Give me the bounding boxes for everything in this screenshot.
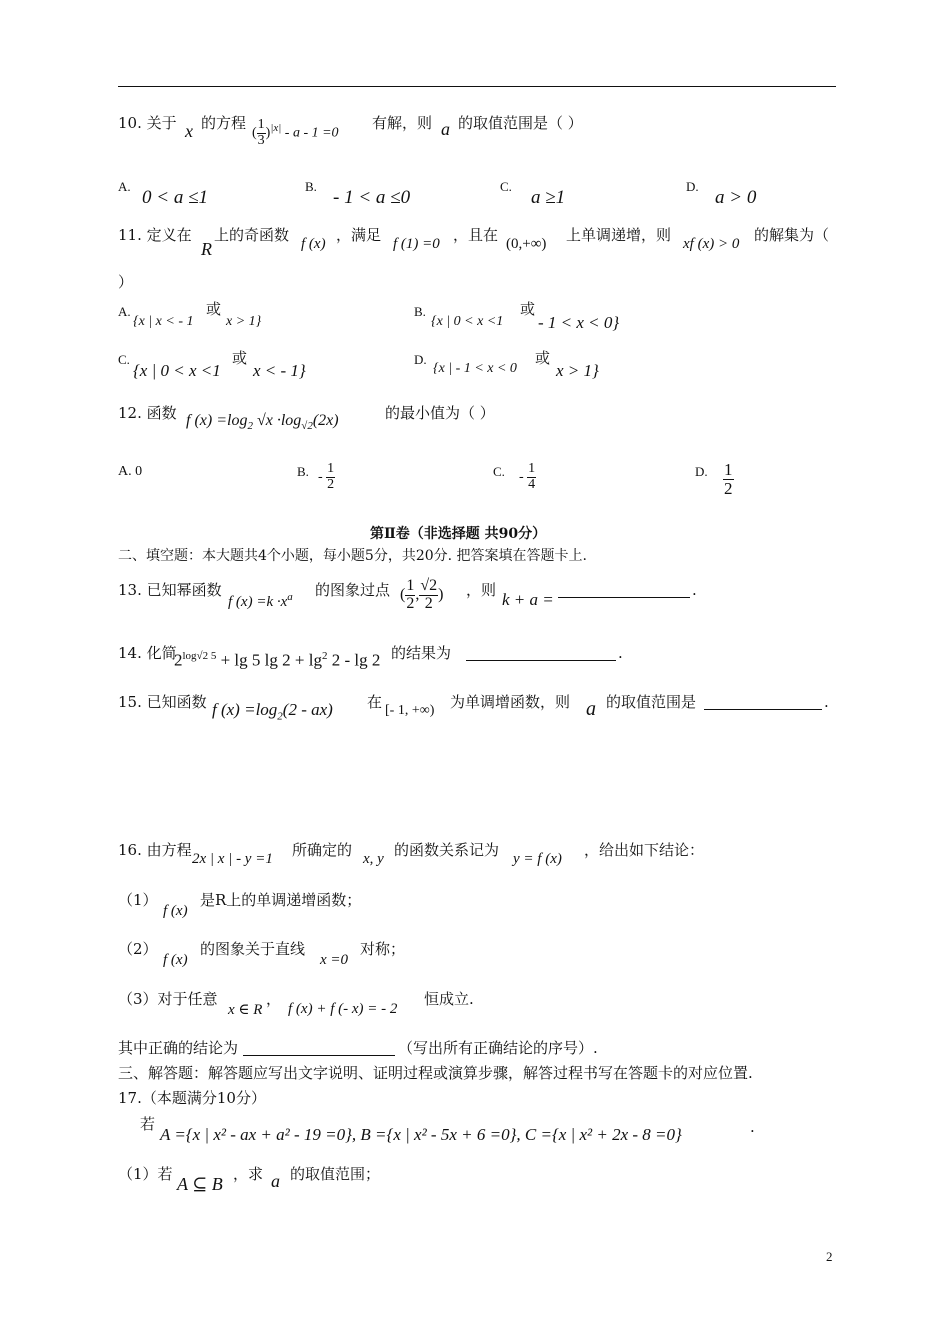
q11-opt-d-or: 或 bbox=[535, 349, 551, 367]
q15-answer-blank[interactable] bbox=[704, 695, 822, 710]
q15-prefix: 15. 已知函数 bbox=[118, 693, 207, 711]
q11-opt-c-p2: x < - 1} bbox=[253, 361, 306, 380]
q14-suffix: 的结果为 bbox=[391, 644, 452, 662]
q16-answer-blank[interactable] bbox=[243, 1041, 395, 1056]
q11-opt-a-p1: {x | x < - 1 bbox=[133, 314, 194, 329]
q11-opt-d-p2: x > 1} bbox=[556, 361, 599, 380]
q10-opt-b-label: B. bbox=[305, 179, 317, 194]
q10-opt-d-label: D. bbox=[686, 179, 699, 194]
q13-func: f $(x) =k \cdot x^a$ bbox=[228, 591, 293, 610]
q16-c3-comma: ， bbox=[266, 990, 282, 1008]
q15-var-a: a bbox=[586, 698, 596, 720]
q11-opt-b-p2: - 1 < x < 0} bbox=[538, 313, 620, 332]
q10-equation: ( $\frac{1}{3}$ )$^{|x|}$ - a - 1 =0 bbox=[252, 117, 339, 148]
q11-opt-c-or: 或 bbox=[232, 349, 248, 367]
q15-interval: [- 1, +∞) bbox=[385, 703, 435, 718]
q11-t6: ） bbox=[118, 273, 134, 291]
q15-suffix: 的取值范围是 bbox=[606, 693, 697, 711]
q14-answer-blank[interactable] bbox=[466, 646, 616, 661]
q16-t2: 的函数关系记为 bbox=[394, 841, 500, 859]
section-2-title: 第Ⅱ卷（非选择题 共90分） bbox=[370, 526, 547, 542]
q12-opt-a: A. 0 bbox=[118, 464, 143, 479]
q11-t3: ，且在 bbox=[453, 226, 499, 244]
q16-c3-x: x ∈ R bbox=[228, 1002, 263, 1018]
q13-point: ( $\frac{1}{2}$ , $\frac{√2}{2}$ ) bbox=[400, 577, 444, 612]
q11-opt-a-label: A. bbox=[118, 304, 131, 319]
q17-p1-text: 的取值范围； bbox=[290, 1165, 381, 1183]
q11-f1: f (1) =0 bbox=[393, 236, 440, 252]
q16-c2-label: （2） bbox=[118, 940, 158, 958]
q15-mid2: 为单调增函数，则 bbox=[450, 693, 571, 711]
q11-opt-b-p1: {x | 0 < x <1 bbox=[431, 314, 504, 329]
q17-p1-cond: A ⊆ B bbox=[177, 1174, 223, 1194]
q10-mid: 的方程 bbox=[201, 114, 247, 132]
q11-opt-a-p2: x > 1} bbox=[226, 314, 262, 329]
q16-answer-pre: 其中正确的结论为 bbox=[118, 1039, 239, 1057]
q12-suffix: 的最小值为（ ） bbox=[385, 404, 495, 422]
section-3-intro: 三、解答题：解答题应写出文字说明、证明过程或演算步骤，解答过程书写在答题卡的对应位置. bbox=[118, 1064, 753, 1082]
q12-opt-c-value: - $\frac{1}{4}$ bbox=[519, 461, 536, 492]
q10-mid2: 有解，则 bbox=[372, 114, 433, 132]
q16-c3-text: 恒成立. bbox=[424, 990, 474, 1008]
q10-opt-c-label: C. bbox=[500, 179, 512, 194]
q16-c1-label: （1） bbox=[118, 891, 158, 909]
q12-opt-c-label: C. bbox=[493, 464, 505, 479]
q11-interval: (0,+∞) bbox=[506, 236, 547, 252]
q12-opt-b-value: - $\frac{1}{2}$ bbox=[318, 461, 335, 492]
q10-var-x: x bbox=[185, 121, 193, 141]
q10-suffix: 的取值范围是（ ） bbox=[458, 114, 583, 132]
q11-opt-b-or: 或 bbox=[520, 300, 536, 318]
q16-answer-post: （写出所有正确结论的序号）. bbox=[398, 1039, 598, 1057]
q10-opt-c: a ≥1 bbox=[531, 187, 566, 208]
q10-opt-d: a > 0 bbox=[715, 187, 757, 208]
q10-opt-b: - 1 < a ≤0 bbox=[333, 187, 411, 208]
q11-opt-b-label: B. bbox=[414, 304, 426, 319]
q11-fx: f (x) bbox=[301, 236, 326, 252]
q14-prefix: 14. 化简 bbox=[118, 644, 177, 662]
q16-c2-fx: f (x) bbox=[163, 952, 188, 968]
q16-xy: x, y bbox=[363, 851, 384, 867]
q11-R: R bbox=[201, 239, 212, 259]
q17-ruo: 若 bbox=[140, 1115, 156, 1133]
q10-prefix: 10. 关于 bbox=[118, 114, 177, 132]
q11-opt-c-p1: {x | 0 < x <1 bbox=[133, 361, 221, 380]
q11-opt-d-label: D. bbox=[414, 352, 427, 367]
q13-expr: k + a = bbox=[502, 590, 554, 609]
q16-t1: 所确定的 bbox=[292, 841, 353, 859]
q16-c2-text2: 对称； bbox=[360, 940, 406, 958]
q11-t4: 上单调递增，则 bbox=[566, 226, 672, 244]
q10-var-a: a bbox=[441, 119, 450, 139]
q10-opt-a-label: A. bbox=[118, 179, 131, 194]
q13-prefix: 13. 已知幂函数 bbox=[118, 581, 222, 599]
q15-end: . bbox=[824, 693, 829, 711]
q10-opt-a: 0 < a ≤1 bbox=[142, 187, 208, 208]
q11-opt-a-or: 或 bbox=[206, 300, 222, 318]
q16-t3: ，给出如下结论： bbox=[584, 841, 705, 859]
section-2-intro: 二、填空题：本大题共4个小题，每小题5分，共20分. 把答案填在答题卡上. bbox=[118, 548, 587, 564]
page-number: 2 bbox=[826, 1249, 833, 1264]
q13-mid: 的图象过点 bbox=[315, 581, 391, 599]
q16-c2-eq: x =0 bbox=[320, 952, 349, 968]
q16-prefix: 16. 由方程 bbox=[118, 841, 192, 859]
q15-func: f $(x) =\log_2(2 - ax)$ bbox=[212, 700, 333, 723]
q15-mid: 在 bbox=[367, 693, 383, 711]
q16-c2-text: 的图象关于直线 bbox=[200, 940, 306, 958]
q16-c3-eq: f (x) + f (- x) = - 2 bbox=[288, 1001, 398, 1017]
q17-dot: · bbox=[750, 1122, 755, 1140]
q13-answer-blank[interactable] bbox=[558, 583, 690, 598]
q12-opt-d-label: D. bbox=[695, 464, 708, 479]
q11-t1: 上的奇函数 bbox=[214, 226, 290, 244]
q17-p1-var: a bbox=[271, 1171, 280, 1191]
q12-opt-d-value: $\frac{1}{2}$ bbox=[724, 460, 733, 498]
q16-yfx: y = f (x) bbox=[513, 851, 562, 867]
q14-expr: $2^{log√2 5} + \lg 5$ $\lg 2 + \lg^2 2 - \lg 2$ bbox=[174, 650, 381, 670]
q16-eq: 2x | x | - y =1 bbox=[192, 851, 273, 867]
q12-opt-b-label: B. bbox=[297, 464, 309, 479]
q17-p1-mid: ，求 bbox=[233, 1165, 264, 1183]
q16-c3-label: （3）对于任意 bbox=[118, 990, 218, 1008]
header-rule bbox=[118, 86, 836, 87]
q11-ineq: xf (x) > 0 bbox=[683, 236, 740, 252]
q17-p1-label: （1）若 bbox=[118, 1165, 173, 1183]
q13-end: . bbox=[692, 581, 697, 599]
q17-title: 17.（本题满分10分） bbox=[118, 1089, 266, 1107]
q12-function: f $(x) =\log_2$ $√x \cdot\log_{√2}(2x)$ bbox=[186, 412, 339, 433]
q11-t2: ，满足 bbox=[336, 226, 382, 244]
q12-prefix: 12. 函数 bbox=[118, 404, 177, 422]
q11-t5: 的解集为（ bbox=[754, 226, 830, 244]
q14-end: . bbox=[618, 644, 623, 662]
q16-c1-text: 是R上的单调递增函数； bbox=[200, 891, 362, 909]
q16-c1-fx: f (x) bbox=[163, 903, 188, 919]
q13-mid2: ，则 bbox=[466, 581, 497, 599]
q11-opt-c-label: C. bbox=[118, 352, 130, 367]
q17-sets: A ={x | x² - ax + a² - 19 =0}, B ={x | x² - 5x + 6 =0}, C ={x | x² + 2x - 8 =0} bbox=[160, 1125, 682, 1144]
q11-opt-d-p1: {x | - 1 < x < 0 bbox=[433, 361, 517, 376]
q11-prefix: 11. 定义在 bbox=[118, 226, 192, 244]
